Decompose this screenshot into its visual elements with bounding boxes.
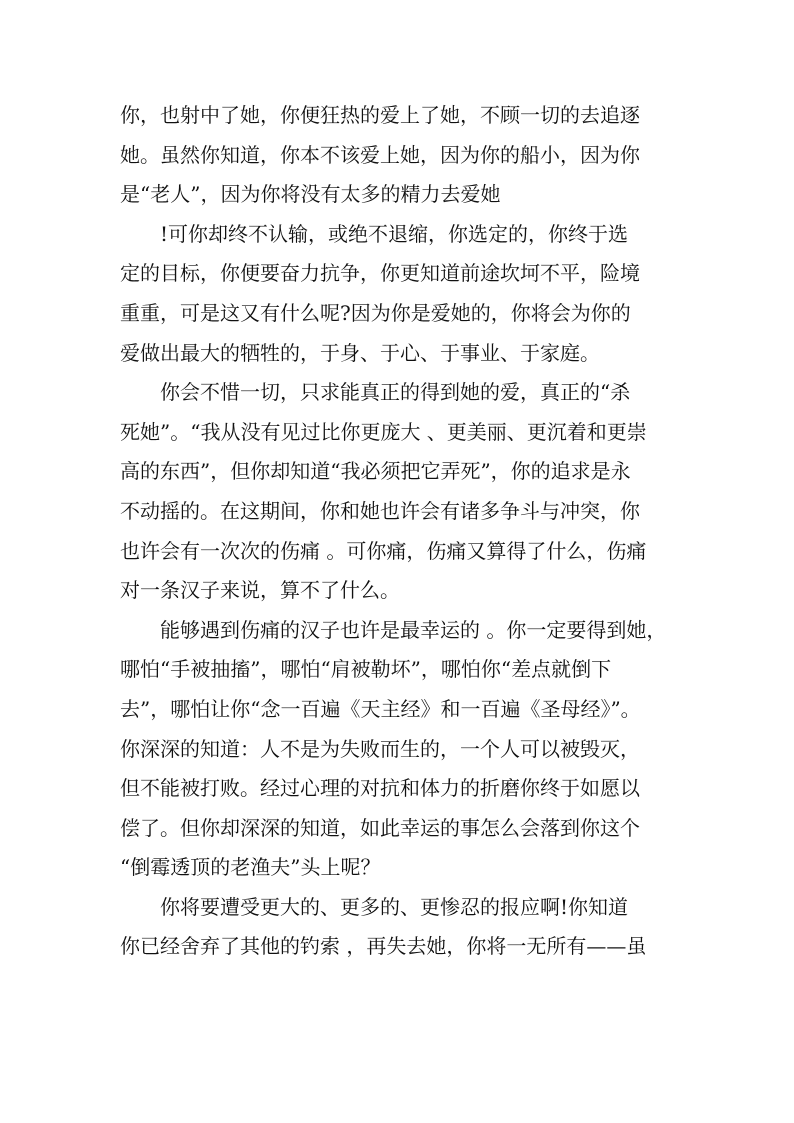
text-line: “倒霉透顶的老渔夫”头上呢？ [120,855,381,880]
text-line: 你深深的知道：人不是为失败而生的，一个人可以被毁灭， [120,736,640,761]
text-line: 也许会有一次次的伤痛 。可你痛，伤痛又算得了什么，伤痛 [120,538,647,563]
text-line: 是“老人”，因为你将没有太多的精力去爱她 [120,182,501,207]
text-line: 不动摇的。在这期间，你和她也许会有诸多争斗与冲突，你 [120,498,640,523]
text-line: 爱做出最大的牺牲的，于身、于心、于事业、于家庭。 [120,340,600,365]
text-line: 能够遇到伤痛的汉子也许是最幸运的 。你一定要得到她， [160,617,667,642]
text-line: 偿了。但你却深深的知道，如此幸运的事怎么会落到你这个 [120,815,640,840]
text-line: 对一条汉子来说，算不了什么。 [120,578,400,603]
document-page [120,96,680,967]
text-line: 她。虽然你知道，你本不该爱上她，因为你的船小，因为你 [120,142,640,167]
text-line: 你会不惜一切，只求能真正的得到她的爱，真正的“杀 [160,380,631,405]
text-line: 你将要遭受更大的、更多的、更惨忍的报应啊!你知道 [160,894,629,919]
text-line: 高的东西”，但你却知道“我必须把它弄死”，你的追求是永 [120,459,631,484]
text-line: 去”，哪怕让你“念一百遍《天主经》和一百遍《圣母经》”。 [120,696,641,721]
text-line: 死她”。“我从没有见过比你更庞大 、更美丽、更沉着和更崇 [120,419,647,444]
text-line: 但不能被打败。经过心理的对抗和体力的折磨你终于如愿以 [120,776,640,801]
text-line: !可你却终不认输，或绝不退缩，你选定的，你终于选 [160,221,629,246]
text-line: 你已经舍弃了其他的钓索 ，再失去她，你将一无所有——虽 [120,934,647,959]
text-line: 你，也射中了她，你便狂热的爱上了她，不顾一切的去追逐 [120,103,640,127]
text-line: 重重，可是这又有什么呢?因为你是爱她的，你将会为你的 [120,300,631,325]
text-line: 哪怕“手被抽搐”，哪怕“肩被勒坏”，哪怕你“差点就倒下 [120,657,612,682]
text-line: 定的目标，你便要奋力抗争，你更知道前途坎坷不平，险境 [120,261,640,286]
